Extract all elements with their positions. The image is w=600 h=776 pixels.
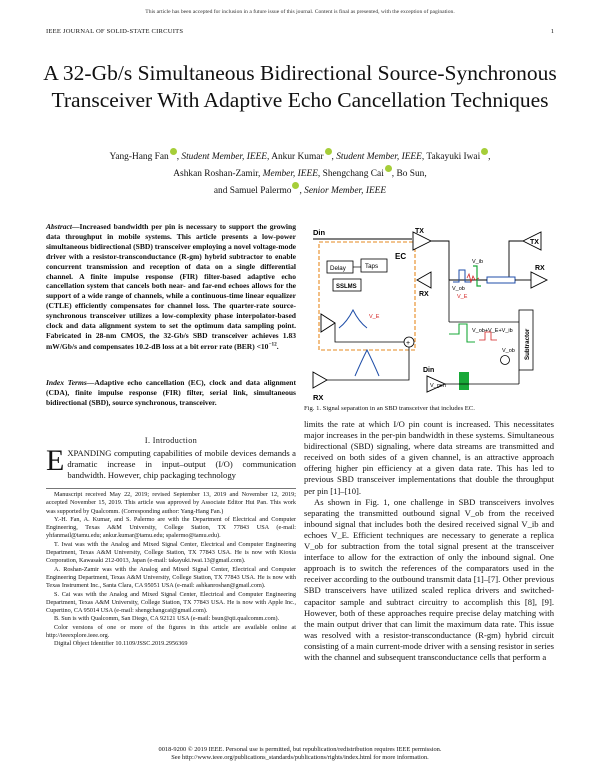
tx-label-left: TX xyxy=(415,228,424,235)
author-name: Bo Sun xyxy=(396,169,425,179)
author-name: Shengchang Cai xyxy=(322,169,384,179)
footnote: S. Cai was with the Analog and Mixed Signal Center, Electrical and Computer Engineering Department, Texas A&M University, College Station, TX 77843 USA. He is now with Apple Inc., Cupertino, CA 95014 USA (e-mail: shengchangcai@gmail.com). xyxy=(46,590,296,615)
abstract-lead: Abstract— xyxy=(46,222,80,231)
author: Ankur Kumar , Student Member, IEEE, xyxy=(271,152,426,162)
rx-left-buffer xyxy=(417,272,431,288)
vob-sub-label: V_ob xyxy=(502,348,515,354)
author: Ashkan Roshan-Zamir, Member, IEEE, xyxy=(173,169,323,179)
author-name: and Samuel Palermo xyxy=(213,186,292,196)
vib-waveform xyxy=(473,266,481,286)
delay-label: Delay xyxy=(330,265,346,272)
author-role: Member, IEEE xyxy=(262,169,318,179)
author: and Samuel Palermo , Senior Member, IEEE xyxy=(214,186,386,196)
vib-label: V_ib xyxy=(472,259,484,265)
figure-1 xyxy=(309,222,554,402)
abstract xyxy=(46,222,296,352)
section-heading: I. Introduction xyxy=(144,436,198,445)
footnote: Color versions of one or more of the figures in this article are available online at http://ieeexplore.ieee.org. xyxy=(46,623,296,640)
copyright-footer xyxy=(0,746,600,762)
right-paragraph-1: limits the rate at which I/O pin count is increased. This necessitates major increases in the per-pin bandwidth in these systems. Simultaneous bidirectional (SBD) signaling, where data streams are transmitted and received on both sides of a given channel, is an attractive approach offering higher pin efficiency at a given data rate. This has led to previous SBD transceiver implementations that double the throughput per pin [1]–[10]. xyxy=(304,419,554,496)
summer-sign: + xyxy=(406,340,411,347)
footnote: Manuscript received May 22, 2019; revised September 13, 2019 and November 12, 2019; accepted November 15, 2019. This article was approved by Associate Editor Hui Pan. This work was supported by Qualcomm. (Corresponding author: Yang-Hang Fan.) xyxy=(46,491,296,515)
acceptance-banner: This article has been accepted for inclusion in a future issue of this journal. Content is final as presented, with the exception of pagination. xyxy=(145,9,455,15)
drop-cap: E xyxy=(46,444,65,477)
author-name: Yang-Hang Fan xyxy=(109,152,169,162)
orcid-icon xyxy=(325,148,332,155)
orcid-icon xyxy=(292,182,299,189)
ec-output-wire xyxy=(335,323,404,342)
intro-paragraph xyxy=(46,444,296,481)
channel-line xyxy=(487,277,515,283)
index-terms xyxy=(46,378,296,408)
author: Takayuki Iwai , xyxy=(426,152,490,162)
copyright-line: 0018-9200 © 2019 IEEE. Personal use is permitted, but republication/redistribution requires IEEE permission. xyxy=(158,746,442,753)
rx-label-mid: RX xyxy=(419,291,429,298)
din-label-top: Din xyxy=(313,228,326,237)
replica-pulse xyxy=(339,310,367,328)
rx-label-bottom: RX xyxy=(313,393,324,402)
vob-label: V_ob xyxy=(452,286,465,292)
tx-label-right: TX xyxy=(530,239,539,246)
vsum-label: V_ob+V_E+V_ib xyxy=(472,328,513,334)
index-terms-lead: Index Terms— xyxy=(46,378,95,387)
author: Bo Sun, xyxy=(396,169,427,179)
rx-comparator xyxy=(313,372,327,388)
footnote: Digital Object Identifier 10.1109/JSSC.2019.2956369 xyxy=(54,640,188,648)
orcid-icon xyxy=(481,148,488,155)
rx-label-right: RX xyxy=(535,265,545,272)
taps-label: Taps xyxy=(365,263,379,270)
footnote: A. Roshan-Zamir was with the Analog and Mixed Signal Center, Electrical and Computer Engineering Department, Texas A&M University, College Station, TX 77843 USA. He is now with Texas Instrument Inc., Santa Clara, CA 95051 USA (e-mail: ashkanroshan@gmail.com). xyxy=(46,565,296,590)
vgen-label: V_gen xyxy=(430,383,446,389)
figure-caption: Fig. 1. Signal separation in an SBD transceiver that includes EC. xyxy=(304,405,475,412)
rights-link-line: See http://www.ieee.org/publications_standards/publications/rights/index.html for more information. xyxy=(171,754,429,762)
author-name: Ashkan Roshan-Zamir xyxy=(173,169,259,179)
intro-first-word: XPANDING xyxy=(67,448,112,458)
ec-label: EC xyxy=(395,252,407,261)
orcid-icon xyxy=(170,148,177,155)
rx-pulse xyxy=(355,350,379,376)
abstract-text: Increased bandwidth per pin is necessary to support the growing data throughput in mobile systems. This article presents a low-power simultaneous bidirectional (SBD) transceiver employing a novel voltage-mode driver with a resistor-transconductance (R-gm) hybrid subtractor to enable concurrent transmission and reception of data on a single differential channel. A finite impulse response (FIR) filter-based adaptive echo cancellation system that cancels both near- and far-end echoes allows for the support of a wide range of channels, while a continuous-time linear equalizer (CTLE) efficiently compensates for channel loss. The quarter-rate source-synchronous transceiver utilizes a low-complexity phase interpolator-based clock and data alignment system to set the optimum data sampling point. Fabricated in 28-nm CMOS, the 32-Gb/s SBD transceiver achieves 1.83 mW/Gb/s and compensates 10.2-dB loss at a bit error rate $(BER) <10^{-12}$. xyxy=(46,222,296,352)
footnote: Y.-H. Fan, A. Kumar, and S. Palermo are with the Department of Electrical and Computer Engineering, Texas A&M University, College Station, TX 77843 USA (e-mail: yhfanmail@tamu.edu; ankur.kumar@tamu.edu; spalermo@tamu.edu). xyxy=(46,515,296,540)
author-name: Takayuki Iwai xyxy=(426,152,481,162)
footnotes xyxy=(46,491,296,649)
running-head-page: 1 xyxy=(550,28,554,35)
index-terms-text: Adaptive echo cancellation (EC), clock and data alignment (CDA), finite impulse response (FIR) filter, serial link, simultaneous bidirectional (SBD), source synchronous, transceiver. xyxy=(46,378,297,407)
intro-text: computing capabilities of mobile devices demands a dramatic increase in input–output (I/O) communication bandwidth. However, chip packaging technology xyxy=(67,448,296,480)
right-paragraph-2: As shown in Fig. 1, one challenge in SBD transceivers involves separating the transmitted outbound signal V_ob from the received inbound signal that includes both the desired received signal V_ib and echoes V_E. Efficient techniques are necessary to generate a replica V_ob for subtraction from the total signal present at the transceiver interface to allow for the extraction of only the inbound signal. One approach is to switch the references of the comparators used in the receiver according to the outbound transmit data [1]–[7]. Other previous SBD transceivers have utilized scaled replica drivers and switched-capacitor sample and subtract circuitry to accomplish this [8], [9]. However, both of these approaches require precise delay matching with the main output driver that can limit the maximum data rate. This issue was resolved with a resistor-transconductance (R-gm) hybrid circuit consisting of a main current-mode driver with a sensing resistor in series with the channel and subsequent transconductance cells that perform a xyxy=(304,496,554,662)
subtractor-label: Subtractor xyxy=(524,328,531,360)
right-column-body xyxy=(304,419,554,663)
vgen-pulse xyxy=(459,372,469,390)
footnote-rule xyxy=(46,488,296,489)
sslms-label: SSLMS xyxy=(336,284,357,290)
running-head-journal: IEEE JOURNAL OF SOLID-STATE CIRCUITS xyxy=(46,28,184,35)
author-list xyxy=(40,148,560,199)
vob-source xyxy=(501,356,510,365)
tx-output-wire xyxy=(431,241,449,280)
rx-right xyxy=(531,272,547,288)
ec-driver xyxy=(321,314,335,332)
author-role: Senior Member, IEEE xyxy=(304,186,387,196)
author: Yang-Hang Fan , Student Member, IEEE, xyxy=(109,152,271,162)
tx-right-wire xyxy=(509,241,523,280)
paper-title: A 32-Gb/s Simultaneous Bidirectional Source-Synchronous Transceiver With Adaptive Echo Cancellation Techniques xyxy=(43,61,557,112)
author-role: Student Member, IEEE xyxy=(181,152,268,162)
ve-label: V_E xyxy=(457,294,468,300)
footnote: T. Iwai was with the Analog and Mixed Signal Center, Electrical and Computer Engineering Department, Texas A&M University, College Station, TX 77843 USA. He is now with Kioxia Corporation, Kawasaki 212-0013, Japan (e-mail: takayuki.iwai.13@gmail.com). xyxy=(46,540,296,565)
author-role: Student Member, IEEE xyxy=(336,152,422,162)
footnote: B. Sun is with Qualcomm, San Diego, CA 92121 USA (e-mail: bsun@qti.qualcomm.com). xyxy=(54,615,280,623)
author-name: Ankur Kumar xyxy=(271,152,324,162)
ve-replica-label: V_E xyxy=(369,314,380,320)
orcid-icon xyxy=(385,165,392,172)
din-label-bottom: Din xyxy=(423,367,435,374)
author: Shengchang Cai , xyxy=(323,169,397,179)
